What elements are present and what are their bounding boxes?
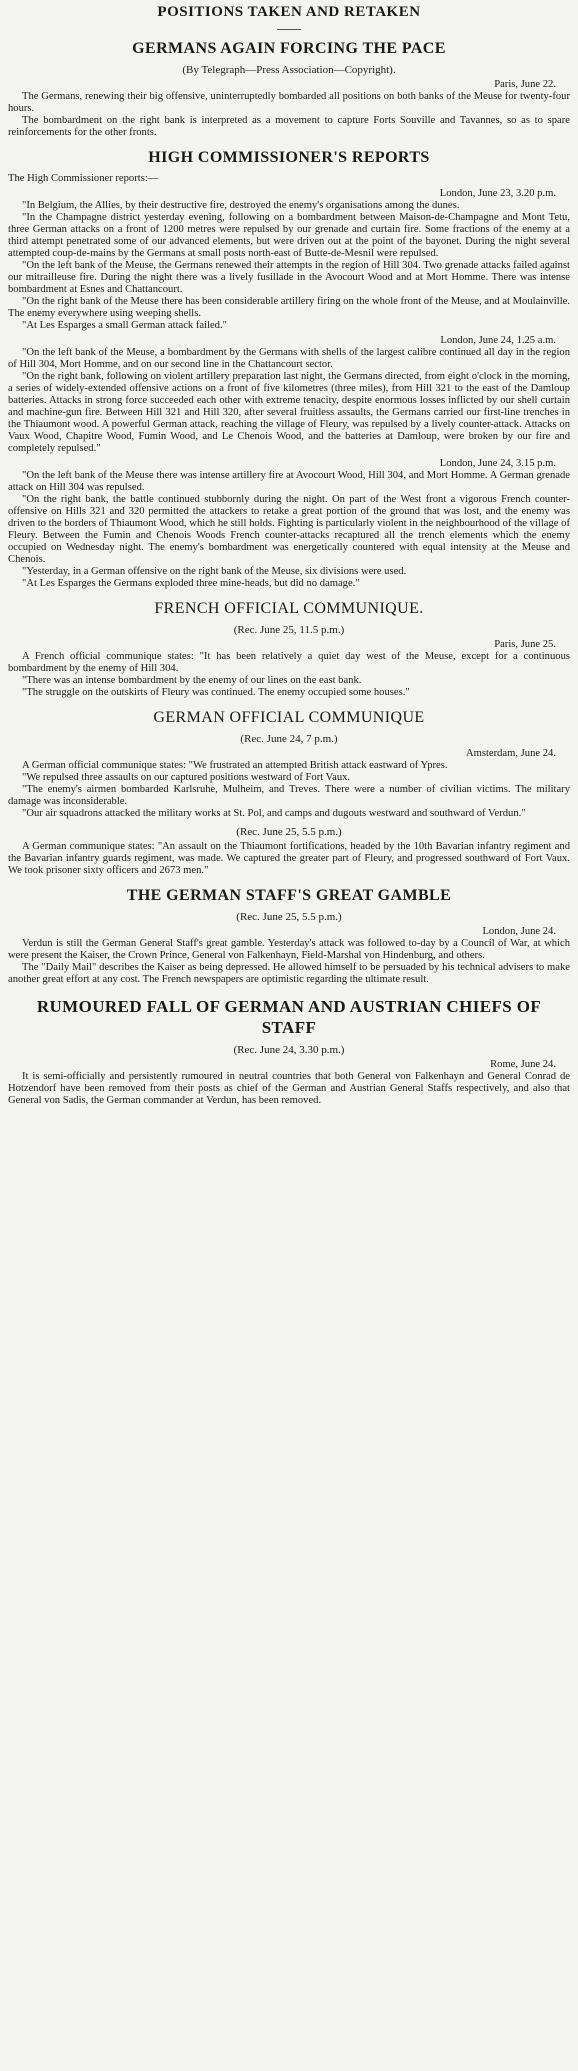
article-paragraph: "On the right bank, following on violent artillery preparation last night, the Germans directed, from eight o'clock in the morning, a series of widely-extended offensive actions on a front of five kilometres (three miles), from Hill 321 to the east of the Damloup batteries. Attacks in strong force succeeded each other with extreme tenacity, despite enormous losses inflicted by our shell curtain and machine-gun fire. Between Hill 321 and Hill 320, after several fruitless assaults, the Germans carried our first-line trenches in the Thiaumont wood. A powerful German attack, reaching the village of Fleury, was repulsed by a lively counter-attack. Attacks on Vaux Wood, Chapitre Wood, Fumin Wood, and Le Chenois Wood, and the batteries at Damloup, were broken by our fire and completely repulsed." [8,371,570,454]
place-dateline: London, June 24, 1.25 a.m. [440,335,556,346]
article-paragraph: "On the right bank of the Meuse there has been considerable artillery firing on the whole front of the Meuse, and at Moulainville. The enemy everywhere using weeping shells. [8,296,570,319]
article-paragraph: "On the left bank of the Meuse, a bombardment by the Germans with shells of the largest calibre continued all day in the region of Hill 304, Mort Homme, and on our second line in the Chattancourt sector. [8,347,570,370]
article-intro: The High Commissioner reports:— [8,173,159,184]
place-dateline: Paris, June 22. [494,79,556,90]
page-title: POSITIONS TAKEN AND RETAKEN [157,4,421,20]
article-high-commissioner-reports [8,149,570,590]
received-dateline: (Rec. June 25, 5.5 p.m.) [236,911,342,923]
article-paragraph: "In the Champagne district yesterday evening, following on a bombardment between Maison-de-Champagne and Mont Tetu, three German attacks on a front of 1200 metres were repulsed by our grenade and curtain fire. Some fractions of the enemy at a third attempt penetrated some of our advanced elements, but were driven out at the point of the bayonet. During the night several attempted coup-de-mains by the Germans at small posts north-east of Butte-de-Mesnil were repulsed. [8,212,570,259]
article-paragraph: A French official communique states: "It has been relatively a quiet day west of the Meuse, except for a continuous bombardment by the enemy of Hill 304. [8,651,570,674]
received-dateline: (Rec. June 24, 7 p.m.) [240,733,338,745]
received-dateline: (Rec. June 25, 5.5 p.m.) [236,826,342,838]
article-paragraph: It is semi-officially and persistently rumoured in neutral countries that both General von Falkenhayn and General Conrad de Hotzendorf have been removed from their posts as chief of the German and Austrian General Staffs respectively, and also that General von Sadis, the German commander at Verdun, has been removed. [8,1071,570,1106]
article-paragraph: A German official communique states: "We frustrated an attempted British attack eastward of Ypres. [22,760,448,771]
article-headline: GERMANS AGAIN FORCING THE PACE [132,40,446,57]
article-paragraph: The bombardment on the right bank is interpreted as a movement to capture Forts Souville and Tavannes, so as to spare reinforcements for the other fronts. [8,115,570,138]
article-headline: FRENCH OFFICIAL COMMUNIQUE. [154,600,424,617]
place-dateline: London, June 24. [482,926,556,937]
article-paragraph: "On the right bank, the battle continued stubbornly during the night. On part of the West front a vigorous French counter-offensive on Hills 321 and 320 permitted the attackers to retake a great portion of the ground that was lost, and the enemy was driven to the borders of Thiaumont Wood, which he still holds. Fighting is particularly violent in the neighbourhood of the village of Fleury. Between the Fumin and Chenois Woods French counter-attacks recaptured all the trench elements which the enemy occupied on Wednesday night. The enemy's bombardment was energetically countered with equal intensity at the Meuse and Chenois. [8,494,570,565]
article-rumoured-fall-chiefs [8,996,570,1107]
place-dateline: London, June 23, 3.20 p.m. [439,188,556,199]
article-paragraph: "On the left bank of the Meuse there was intense artillery fire at Avocourt Wood, Hill 304, and Mort Homme. A German grenade attack on Hill 304 was repulsed. [8,470,570,493]
article-headline: HIGH COMMISSIONER'S REPORTS [148,149,430,166]
article-paragraph: A German communique states: "An assault on the Thiaumont fortifications, headed by the 10th Bavarian infantry regiment and the Bavarian infantry guards regiment, was made. We captured the greater part of Fleury, and progressed southward of Fort Vaux. We took prisoner sixty officers and 2673 men." [8,841,570,876]
article-paragraph: "On the left bank of the Meuse, the Germans renewed their attempts in the region of Hill 304. Two grenade attacks failed against our mitrailleuse fire. During the night there was a lively fusillade in the Avocourt Wood and at Mort Homme. There was intense bombardment at Esnes and Chattancourt. [8,260,570,295]
article-german-staff-gamble [8,887,570,986]
article-paragraph: The Germans, renewing their big offensive, uninterruptedly bombarded all positions on both banks of the Meuse for twenty-four hours. [8,91,570,114]
article-headline: RUMOURED FALL OF GERMAN AND AUSTRIAN CHIEFS OF STAFF [36,997,542,1037]
article-paragraph: "The struggle on the outskirts of Fleury was continued. The enemy occupied some houses." [22,687,410,698]
article-paragraph: "In Belgium, the Allies, by their destructive fire, destroyed the enemy's organisations among the dunes. [22,200,460,211]
article-french-communique [8,600,570,699]
article-paragraph: "At Les Esparges a small German attack failed." [22,320,227,331]
article-paragraph: "Our air squadrons attacked the military works at St. Pol, and camps and dugouts westward and southward of Verdun." [22,808,526,819]
place-dateline: Paris, June 25. [494,639,556,650]
article-paragraph: The "Daily Mail" describes the Kaiser as being depressed. He allowed himself to be persuaded by his technical advisers to make another great effort at any cost. The French newspapers are optimistic regarding the ultimate result. [8,962,570,985]
article-paragraph: Verdun is still the German General Staff's great gamble. Yesterday's attack was followed to-day by a Council of War, at which were present the Kaiser, the Crown Prince, General von Falkenhayn, Field-Marshal von Hindenburg, and others. [8,938,570,961]
article-headline: THE GERMAN STAFF'S GREAT GAMBLE [126,887,452,904]
place-dateline: Amsterdam, June 24. [465,748,556,759]
article-headline: GERMAN OFFICIAL COMMUNIQUE [153,709,425,726]
article-paragraph: "Yesterday, in a German offensive on the right bank of the Meuse, six divisions were used. [22,566,407,577]
received-dateline: (Rec. June 24, 3.30 p.m.) [233,1044,345,1056]
received-dateline: (Rec. June 25, 11.5 p.m.) [233,624,345,636]
article-paragraph: "At Les Esparges the Germans exploded three mine-heads, but did no damage." [22,578,360,589]
article-paragraph: "There was an intense bombardment by the enemy of our lines on the east bank. [22,675,362,686]
place-dateline: London, June 24, 3.15 p.m. [439,458,556,469]
press-credit: (By Telegraph—Press Association—Copyright). [182,64,396,76]
divider [277,29,301,30]
place-dateline: Rome, June 24. [490,1059,556,1070]
article-german-communique [8,709,570,877]
article-paragraph: "We repulsed three assaults on our captured positions westward of Fort Vaux. [22,772,351,783]
article-germans-forcing-pace [8,29,570,139]
article-paragraph: "The enemy's airmen bombarded Karlsruhe, Mulheim, and Treves. There were a number of civilian victims. The military damage was inconsiderable. [8,784,570,807]
